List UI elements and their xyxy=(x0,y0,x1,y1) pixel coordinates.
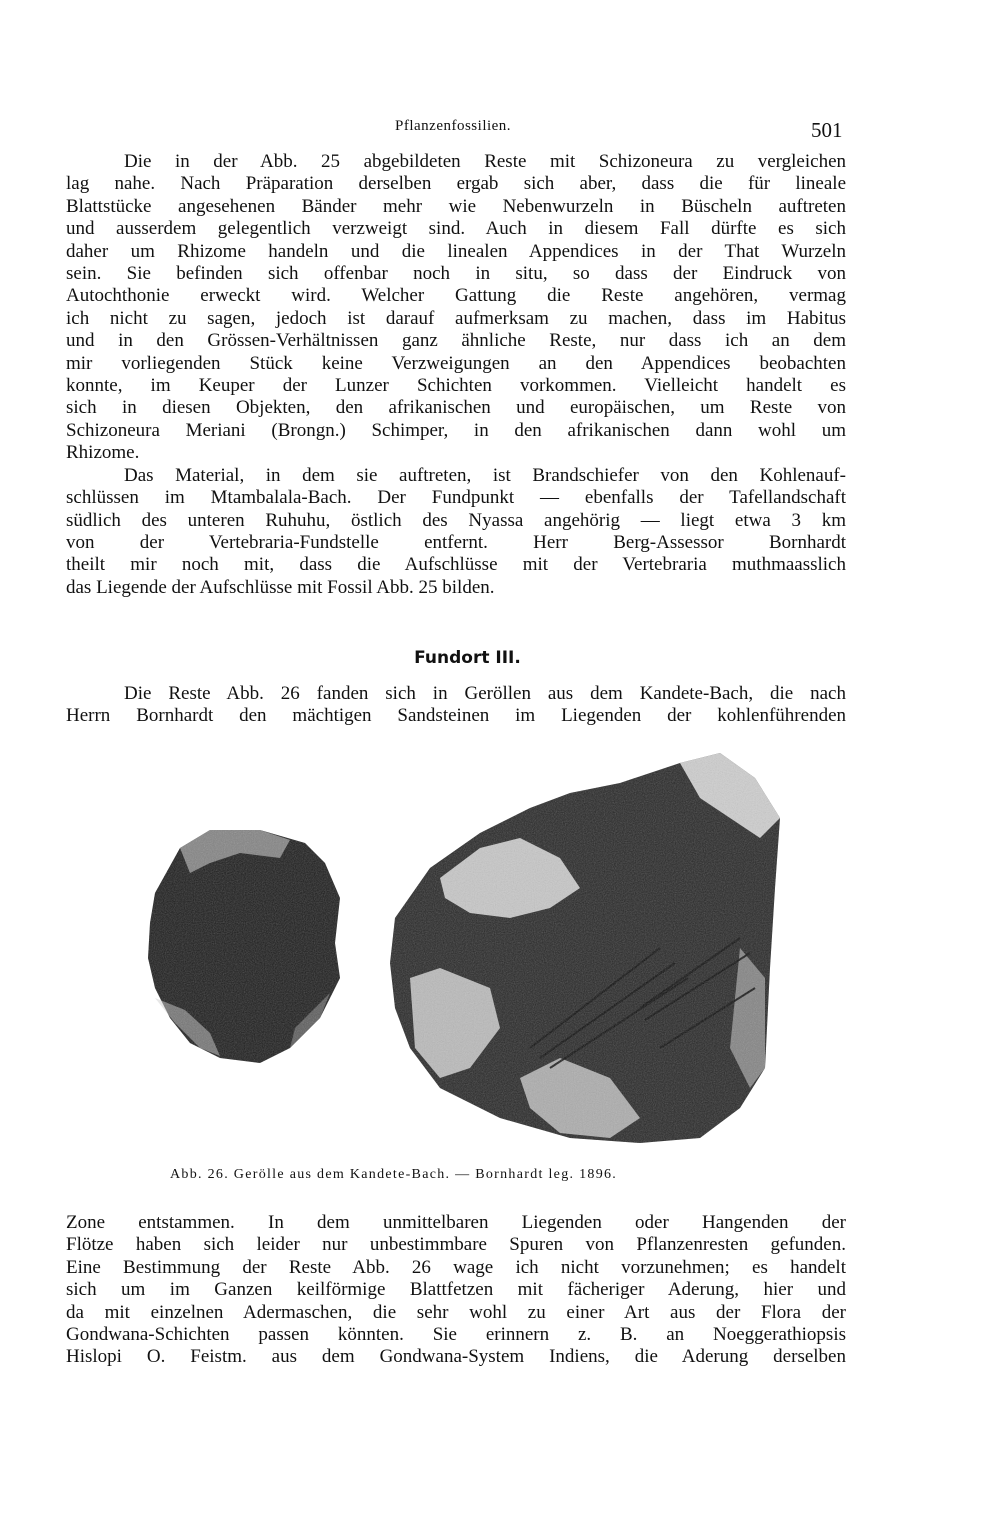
figure-caption: Abb. 26. Gerölle aus dem Kandete-Bach. — Bornhardt leg. 1896. xyxy=(170,1167,618,1182)
fossil-rocks-illustration xyxy=(140,748,790,1158)
text-line: Zone entstammen. In dem unmittelbaren Liegenden oder Hangenden der xyxy=(66,1212,846,1233)
paragraph-block-3 xyxy=(66,1212,846,1369)
text-line: von der Vertebraria-Fundstelle entfernt. Herr Berg-Assessor Bornhardt xyxy=(66,531,846,553)
text-line: daher um Rhizome handeln und die linealen Appendices in der That Wurzeln xyxy=(66,240,846,262)
text-line: das Liegende der Aufschlüsse mit Fossil Abb. 25 bilden. xyxy=(66,576,495,598)
text-line: südlich des unteren Ruhuhu, östlich des Nyassa angehörig — liegt etwa 3 km xyxy=(66,509,846,531)
text-line: sich in diesen Objekten, den afrikanischen und europäischen, um Reste von xyxy=(66,397,846,419)
text-line: Das Material, in dem sie auftreten, ist Brandschiefer von den Kohlenauf- xyxy=(124,464,846,486)
running-title: Pflanzenfossilien. xyxy=(395,118,512,134)
text-line: theilt mir noch mit, dass die Aufschlüsse mit der Vertebraria muthmaasslich xyxy=(66,554,846,576)
fossil-figure xyxy=(140,748,790,978)
text-line: sein. Sie befinden sich offenbar noch in situ, so dass der Eindruck von xyxy=(66,263,846,285)
text-line: Rhizome. xyxy=(66,442,140,464)
text-line: lag nahe. Nach Präparation derselben ergab sich aber, dass die für lineale xyxy=(66,173,846,195)
text-line: Blattstücke angesehenen Bänder mehr wie Nebenwurzeln in Büscheln auftreten xyxy=(66,195,846,217)
small-rock xyxy=(148,830,340,1063)
text-line: mir vorliegenden Stück keine Verzweigungen an den Appendices beobachten xyxy=(66,352,846,374)
text-line: Autochthonie erweckt wird. Welcher Gattung die Reste angehören, vermag xyxy=(66,285,846,307)
text-line: ich nicht zu sagen, jedoch ist darauf aufmerksam zu machen, dass im Habitus xyxy=(66,307,846,329)
text-line: Schizoneura Meriani (Brongn.) Schimper, in den afrikanischen dann wohl um xyxy=(66,419,846,441)
large-rock xyxy=(390,753,780,1143)
paragraph-block-2 xyxy=(66,683,846,728)
text-line: Hislopi O. Feistm. aus dem Gondwana-System Indiens, die Aderung derselben xyxy=(66,1346,846,1368)
text-line: Herrn Bornhardt den mächtigen Sandsteinen im Liegenden der kohlenführenden xyxy=(66,705,846,727)
text-line: Eine Bestimmung der Reste Abb. 26 wage ich nicht vorzunehmen; es handelt xyxy=(66,1256,846,1278)
text-line: schlüssen im Mtambalala-Bach. Der Fundpunkt — ebenfalls der Tafellandschaft xyxy=(66,487,846,509)
section-heading: Fundort III. xyxy=(414,648,521,668)
text-line: konnte, im Keuper der Lunzer Schichten vorkommen. Vielleicht handelt es xyxy=(66,375,846,397)
text-line: Flötze haben sich leider nur unbestimmbare Spuren von Pflanzenresten gefunden. xyxy=(66,1234,846,1256)
paragraph-block-1 xyxy=(66,151,846,599)
text-line: Die in der Abb. 25 abgebildeten Reste mit Schizoneura zu vergleichen xyxy=(124,151,846,172)
text-line: und ausserdem gelegentlich verzweigt sind. Auch in diesem Fall dürfte es sich xyxy=(66,218,846,240)
text-line: und in den Grössen-Verhältnissen ganz ähnliche Reste, nur dass ich an dem xyxy=(66,330,846,352)
text-line: da mit einzelnen Adermaschen, die sehr wohl zu einer Art aus der Flora der xyxy=(66,1301,846,1323)
text-line: Die Reste Abb. 26 fanden sich in Geröllen aus dem Kandete-Bach, die nach xyxy=(124,683,846,704)
text-line: Gondwana-Schichten passen könnten. Sie erinnern z. B. an Noeggerathiopsis xyxy=(66,1324,846,1346)
page-number: 501 xyxy=(811,118,843,142)
text-line: sich um im Ganzen keilförmige Blattfetzen mit fächeriger Aderung, hier und xyxy=(66,1279,846,1301)
